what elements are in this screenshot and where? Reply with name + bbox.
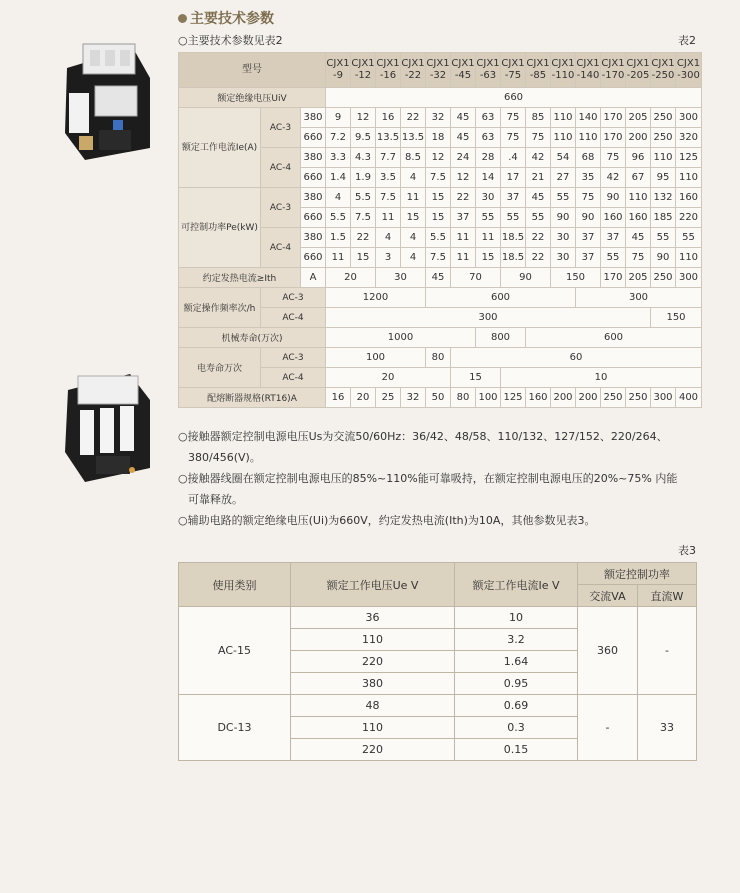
ac4-label: AC-4 (261, 228, 301, 268)
value-cell: 42 (601, 168, 626, 188)
value-cell: .4 (501, 148, 526, 168)
ie-cell: 3.2 (455, 629, 578, 651)
voltage-cell: 660 (301, 128, 326, 148)
model-cell: CJX1 -9 (326, 53, 351, 88)
model-cell: CJX1 -45 (451, 53, 476, 88)
value-cell: 12 (351, 108, 376, 128)
value-cell: 18 (426, 128, 451, 148)
value-cell: 160 (676, 188, 702, 208)
value-cell: 55 (501, 208, 526, 228)
value-cell: 22 (451, 188, 476, 208)
value-cell: 18.5 (501, 228, 526, 248)
value-cell: 45 (626, 228, 651, 248)
value-cell: 75 (601, 148, 626, 168)
value-cell: 160 (526, 388, 551, 408)
table-row (179, 53, 702, 88)
ith-cell: 20 (326, 268, 376, 288)
value-cell: 11 (326, 248, 351, 268)
value-cell: 67 (626, 168, 651, 188)
value-cell: 14 (476, 168, 501, 188)
table-row (179, 388, 702, 408)
value-cell: 132 (651, 188, 676, 208)
dc-w-header: 直流W (638, 585, 697, 607)
value-cell: 80 (451, 388, 476, 408)
value-cell: 110 (551, 108, 576, 128)
value-cell: 185 (651, 208, 676, 228)
value-cell: 45 (451, 128, 476, 148)
value-cell: 1.5 (326, 228, 351, 248)
ac3-label: AC-3 (261, 108, 301, 148)
value-cell: 30 (476, 188, 501, 208)
freq-cell: 600 (426, 288, 576, 308)
value-cell: 55 (476, 208, 501, 228)
value-cell: 200 (626, 128, 651, 148)
value-cell: 7.5 (351, 208, 376, 228)
model-cell: CJX1 -250 (651, 53, 676, 88)
value-cell: 4 (401, 248, 426, 268)
elec-cell: 80 (426, 348, 451, 368)
value-cell: 35 (576, 168, 601, 188)
value-cell: 200 (576, 388, 601, 408)
elec-cell: 20 (326, 368, 451, 388)
value-cell: 25 (376, 388, 401, 408)
value-cell: 160 (601, 208, 626, 228)
model-header: 型号 (179, 53, 326, 88)
value-cell: 7.5 (376, 188, 401, 208)
value-cell: 200 (551, 388, 576, 408)
value-cell: 4 (401, 228, 426, 248)
model-cell: CJX1 -75 (501, 53, 526, 88)
model-cell: CJX1 -300 (676, 53, 702, 88)
contactor-photo-small (55, 38, 155, 163)
value-cell: 75 (501, 128, 526, 148)
table2-intro: ○主要技术参数见表2 (178, 34, 283, 47)
value-cell: 220 (676, 208, 702, 228)
table3-label: 表3 (678, 544, 696, 557)
ith-unit: A (301, 268, 326, 288)
ith-cell: 150 (551, 268, 601, 288)
value-cell: 110 (651, 148, 676, 168)
value-cell: 125 (501, 388, 526, 408)
model-cell: CJX1 -85 (526, 53, 551, 88)
value-cell: 110 (551, 128, 576, 148)
value-cell: 27 (551, 168, 576, 188)
ith-cell: 70 (451, 268, 501, 288)
value-cell: 4 (326, 188, 351, 208)
value-cell: 140 (576, 108, 601, 128)
table-row (179, 607, 697, 629)
value-cell: 300 (651, 388, 676, 408)
value-cell: 11 (451, 248, 476, 268)
voltage-cell: 380 (301, 188, 326, 208)
note-line: ○接触器额定控制电源电压Us为交流50/60Hz：36/42、48/58、110/132、127/152、220/264、 (178, 430, 668, 443)
model-cell: CJX1 -12 (351, 53, 376, 88)
value-cell: 170 (601, 108, 626, 128)
model-cell: CJX1 -32 (426, 53, 451, 88)
elec-cell: 60 (451, 348, 702, 368)
ac3-label: AC-3 (261, 188, 301, 228)
value-cell: 42 (526, 148, 551, 168)
value-cell: 32 (401, 388, 426, 408)
value-cell: 15 (426, 208, 451, 228)
ie-cell: 0.15 (455, 739, 578, 761)
value-cell: 13.5 (401, 128, 426, 148)
elec-cell: 100 (326, 348, 426, 368)
model-cell: CJX1 -110 (551, 53, 576, 88)
ue-cell: 110 (291, 717, 455, 739)
value-cell: 30 (551, 248, 576, 268)
elec-label: 电寿命万次 (179, 348, 261, 388)
value-cell: 15 (426, 188, 451, 208)
table-row (179, 108, 702, 128)
value-cell: 3.5 (376, 168, 401, 188)
mech-cell: 1000 (326, 328, 476, 348)
table-row (179, 563, 697, 585)
value-cell: 15 (401, 208, 426, 228)
value-cell: 100 (476, 388, 501, 408)
ie-cell: 0.95 (455, 673, 578, 695)
value-cell: 55 (651, 228, 676, 248)
value-cell: 22 (351, 228, 376, 248)
ith-cell: 45 (426, 268, 451, 288)
model-cell: CJX1 -22 (401, 53, 426, 88)
value-cell: 15 (476, 248, 501, 268)
value-cell: 5.5 (326, 208, 351, 228)
value-cell: 8.5 (401, 148, 426, 168)
model-cell: CJX1 -63 (476, 53, 501, 88)
value-cell: 170 (601, 128, 626, 148)
value-cell: 12 (451, 168, 476, 188)
value-cell: 90 (651, 248, 676, 268)
value-cell: 9.5 (351, 128, 376, 148)
freq-cell: 300 (576, 288, 702, 308)
value-cell: 20 (351, 388, 376, 408)
freq-cell: 150 (651, 308, 702, 328)
ue-cell: 380 (291, 673, 455, 695)
table2-label: 表2 (678, 34, 696, 47)
voltage-cell: 660 (301, 208, 326, 228)
value-cell: 7.2 (326, 128, 351, 148)
value-cell: 15 (351, 248, 376, 268)
value-cell: 110 (576, 128, 601, 148)
value-cell: 90 (601, 188, 626, 208)
elec-cell: 15 (451, 368, 501, 388)
value-cell: 32 (426, 108, 451, 128)
ui-label: 额定绝缘电压UiV (179, 88, 326, 108)
model-cell: CJX1 -205 (626, 53, 651, 88)
value-cell: 45 (526, 188, 551, 208)
voltage-cell: 660 (301, 168, 326, 188)
ui-value: 660 (326, 88, 702, 108)
note-line: 380/456(V)。 (188, 451, 261, 464)
value-cell: 11 (401, 188, 426, 208)
freq-cell: 300 (326, 308, 651, 328)
value-cell: 110 (676, 248, 702, 268)
ac-va-cell: 360 (578, 607, 638, 695)
value-cell: 45 (451, 108, 476, 128)
value-cell: 17 (501, 168, 526, 188)
ue-cell: 220 (291, 739, 455, 761)
value-cell: 4 (401, 168, 426, 188)
value-cell: 7.7 (376, 148, 401, 168)
elec-cell: 10 (501, 368, 702, 388)
value-cell: 22 (526, 228, 551, 248)
category-cell: DC-13 (179, 695, 291, 761)
value-cell: 68 (576, 148, 601, 168)
value-cell: 16 (376, 108, 401, 128)
value-cell: 11 (376, 208, 401, 228)
value-cell: 11 (476, 228, 501, 248)
ie-cell: 10 (455, 607, 578, 629)
value-cell: 24 (451, 148, 476, 168)
ac4-label: AC-4 (261, 368, 326, 388)
category-header: 使用类别 (179, 563, 291, 607)
table-row (179, 348, 702, 368)
value-cell: 50 (426, 388, 451, 408)
ac4-label: AC-4 (261, 148, 301, 188)
category-cell: AC-15 (179, 607, 291, 695)
ith-cell: 90 (501, 268, 551, 288)
value-cell: 160 (626, 208, 651, 228)
value-cell: 250 (626, 388, 651, 408)
ie-cell: 0.3 (455, 717, 578, 739)
ie-label: 额定工作电流Ie(A) (179, 108, 261, 188)
value-cell: 1.4 (326, 168, 351, 188)
note-line: ○接触器线圈在额定控制电源电压的85%~110%能可靠吸持，在额定控制电源电压的20%~75% 内能 (178, 472, 678, 485)
ue-cell: 110 (291, 629, 455, 651)
value-cell: 110 (626, 188, 651, 208)
value-cell: 22 (401, 108, 426, 128)
value-cell: 55 (551, 188, 576, 208)
value-cell: 54 (551, 148, 576, 168)
value-cell: 37 (576, 248, 601, 268)
voltage-cell: 380 (301, 108, 326, 128)
value-cell: 250 (601, 388, 626, 408)
table-row (179, 88, 702, 108)
dc-w-cell: 33 (638, 695, 697, 761)
value-cell: 400 (676, 388, 702, 408)
fuse-label: 配熔断器规格(RT16)A (179, 388, 326, 408)
value-cell: 63 (476, 108, 501, 128)
ue-cell: 36 (291, 607, 455, 629)
value-cell: 96 (626, 148, 651, 168)
value-cell: 18.5 (501, 248, 526, 268)
value-cell: 37 (501, 188, 526, 208)
value-cell: 55 (526, 208, 551, 228)
model-cell: CJX1 -170 (601, 53, 626, 88)
value-cell: 7.5 (426, 248, 451, 268)
value-cell: 30 (551, 228, 576, 248)
spec-table-3 (178, 562, 697, 761)
voltage-cell: 380 (301, 148, 326, 168)
ie-header: 额定工作电流Ie V (455, 563, 578, 607)
note-line: 可靠释放。 (188, 493, 243, 506)
value-cell: 85 (526, 108, 551, 128)
value-cell: 300 (676, 108, 702, 128)
freq-label: 额定操作频率次/h (179, 288, 261, 328)
power-header: 额定控制功率 (578, 563, 697, 585)
ue-cell: 48 (291, 695, 455, 717)
value-cell: 5.5 (426, 228, 451, 248)
bullet-dot-icon (178, 14, 187, 23)
ith-label: 约定发热电流≥Ith (179, 268, 301, 288)
value-cell: 75 (526, 128, 551, 148)
value-cell: 250 (651, 108, 676, 128)
model-cell: CJX1 -140 (576, 53, 601, 88)
value-cell: 4 (376, 228, 401, 248)
ith-cell: 170 (601, 268, 626, 288)
ac3-label: AC-3 (261, 288, 326, 308)
ith-cell: 300 (676, 268, 702, 288)
table-row (179, 268, 702, 288)
value-cell: 21 (526, 168, 551, 188)
pe-label: 可控制功率Pe(kW) (179, 188, 261, 268)
voltage-cell: 660 (301, 248, 326, 268)
contactor-photo-large (60, 370, 155, 485)
notes (178, 426, 698, 531)
model-cell: CJX1 -16 (376, 53, 401, 88)
ac-va-cell: - (578, 695, 638, 761)
ie-cell: 1.64 (455, 651, 578, 673)
value-cell: 250 (651, 128, 676, 148)
ac-va-header: 交流VA (578, 585, 638, 607)
value-cell: 11 (451, 228, 476, 248)
note-line: ○辅助电路的额定绝缘电压(Ui)为660V，约定发热电流(Ith)为10A，其他参数见表3。 (178, 514, 596, 527)
value-cell: 110 (676, 168, 702, 188)
ue-header: 额定工作电压Ue V (291, 563, 455, 607)
table-row (179, 288, 702, 308)
value-cell: 90 (551, 208, 576, 228)
spec-table-2 (178, 52, 702, 408)
value-cell: 4.3 (351, 148, 376, 168)
freq-cell: 1200 (326, 288, 426, 308)
value-cell: 1.9 (351, 168, 376, 188)
ue-cell: 220 (291, 651, 455, 673)
dc-w-cell: - (638, 607, 697, 695)
value-cell: 22 (526, 248, 551, 268)
value-cell: 37 (601, 228, 626, 248)
value-cell: 75 (501, 108, 526, 128)
ac3-label: AC-3 (261, 348, 326, 368)
voltage-cell: 380 (301, 228, 326, 248)
ac4-label: AC-4 (261, 308, 326, 328)
value-cell: 55 (601, 248, 626, 268)
value-cell: 5.5 (351, 188, 376, 208)
value-cell: 75 (576, 188, 601, 208)
value-cell: 90 (576, 208, 601, 228)
value-cell: 75 (626, 248, 651, 268)
table-row (179, 328, 702, 348)
value-cell: 13.5 (376, 128, 401, 148)
value-cell: 9 (326, 108, 351, 128)
value-cell: 95 (651, 168, 676, 188)
value-cell: 12 (426, 148, 451, 168)
ie-cell: 0.69 (455, 695, 578, 717)
value-cell: 63 (476, 128, 501, 148)
value-cell: 3 (376, 248, 401, 268)
value-cell: 55 (676, 228, 702, 248)
table-row (179, 188, 702, 208)
value-cell: 205 (626, 108, 651, 128)
value-cell: 125 (676, 148, 702, 168)
value-cell: 37 (451, 208, 476, 228)
section-title: 主要技术参数 (178, 8, 274, 28)
value-cell: 28 (476, 148, 501, 168)
value-cell: 3.3 (326, 148, 351, 168)
value-cell: 320 (676, 128, 702, 148)
ith-cell: 205 (626, 268, 651, 288)
table-row (179, 695, 697, 717)
ith-cell: 30 (376, 268, 426, 288)
mech-cell: 600 (526, 328, 702, 348)
value-cell: 16 (326, 388, 351, 408)
mech-cell: 800 (476, 328, 526, 348)
mech-label: 机械寿命(万次) (179, 328, 326, 348)
value-cell: 37 (576, 228, 601, 248)
value-cell: 7.5 (426, 168, 451, 188)
ith-cell: 250 (651, 268, 676, 288)
